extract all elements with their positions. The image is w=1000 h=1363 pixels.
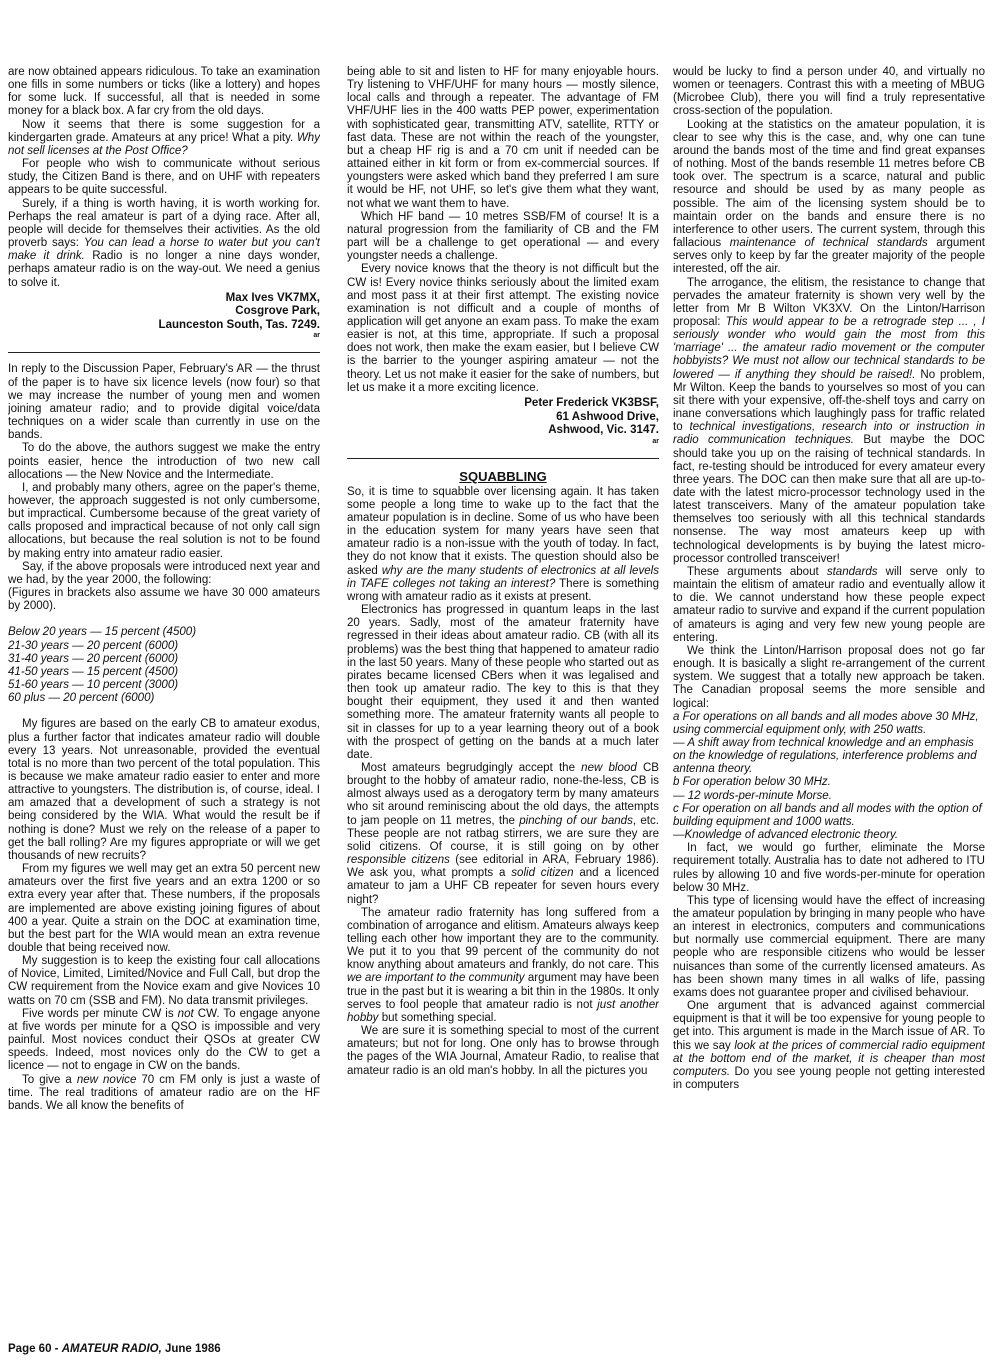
letter-signature: [8, 292, 320, 333]
paragraph: Which HF band — 10 metres SSB/FM of course! It is a natural progression from the familiarity of CB and the FM part will be a challenge to get operational — and every youngster needs a challenge.: [347, 210, 659, 263]
list-item: 51-60 years — 10 percent (3000): [8, 679, 179, 692]
list-item: —Knowledge of advanced electronic theory.: [673, 829, 899, 842]
end-mark: ar: [313, 332, 320, 340]
paragraph: We are sure it is something special to most of the current amateurs; but not for long. One only has to browse through the pages of the WIA Journal, Amateur Radio, to realise that amateur radio is an old man's hobby. In all the pictures you: [347, 1025, 659, 1077]
paragraph: In reply to the Discussion Paper, February's AR — the thrust of the paper is to have six licence levels (now four) so that we may increase the number of young men and women joining amateur radio; and to provide digital voice/data techniques on a wider scale than currently in use on the bands.: [8, 363, 320, 442]
signature-address: Cosgrove Park,: [235, 305, 320, 318]
list-item: — 12 words-per-minute Morse.: [673, 789, 832, 802]
letter-signature: [347, 397, 659, 438]
paragraph: From my figures we well may get an extra 50 percent new amateurs over the first five years and an extra 1200 or so extra every year after that. These numbers, if the proposals are implemented are above existing joining figures of about 400 a year. Quite a strain on the DOC at examination time, but the best part for the WIA would mean an extra revenue double that being received now.: [8, 863, 320, 954]
paragraph: To do the above, the authors suggest we make the entry points easier, hence the introduction of two new call allocations — the New Novice and the Intermediate.: [8, 442, 320, 481]
signature-name: Max Ives VK7MX,: [225, 291, 320, 304]
page-number: Page 60 -: [8, 1343, 62, 1355]
signature-address: 61 Ashwood Drive,: [556, 410, 659, 423]
page-footer: [8, 1343, 408, 1359]
list-item: — A shift away from technical knowledge and an emphasis on the knowledge of regulations, interference problems and antenna theory.: [673, 736, 977, 776]
canadian-proposal-list: [673, 711, 985, 843]
paragraph: are now obtained appears ridiculous. To take an examination one fills in some numbers or ticks (like a lottery) and hopes for some luck. If successful, all that is needed in some money for a black box. A far cry from the old days.: [8, 66, 320, 118]
paragraph: The amateur radio fraternity has long suffered from a combination of arrogance and elitism. Amateurs always keep telling each other how important they are to the community. We put it to you that 99 percent of the community do not know anything about amateurs and frankly, do not care. This we are important to the community argument may have been true in the past but it is wearing a bit thin in the 1980s. It only serves to fool people that amateur radio is not just another hobby but something special.: [347, 906, 659, 1024]
paragraph: Surely, if a thing is worth having, it is worth working for. Perhaps the real amateur is part of a dying race. After all, people will decide for themselves their activities. As the old proverb says: You can lead a horse to water but you can't make it drink. Radio is no longer a nine days wonder, perhaps amateur radio is on the way-out. We need a genius to solve it.: [8, 197, 320, 289]
paragraph: To give a new novice 70 cm FM only is just a waste of time. The real traditions of amateur radio are on the HF bands. We all know the benefits of: [8, 1073, 320, 1112]
list-item: Below 20 years — 15 percent (4500): [8, 626, 197, 639]
list-item: 31-40 years — 20 percent (6000): [8, 652, 179, 665]
signature-name: Peter Frederick VK3BSF,: [524, 396, 659, 409]
paragraph: In fact, we would go further, eliminate the Morse requirement totally. Australia has to date not adhered to ITU rules by allowing 10 and five words-per-minute for operation below 30 MHz.: [673, 842, 985, 894]
list-item: b For operation below 30 MHz.: [673, 776, 831, 789]
paragraph: This type of licensing would have the effect of increasing the amateur population by bringing in many people who have an interest in electronics, computers and communications but normally use commercial equipment. There are many people who are responsible citizens who would be lesser nuisances than some of the currently licensed amateurs. As has been shown many times in all walks of life, passing exams does not guarantee proper and civilised behaviour.: [673, 894, 985, 999]
paragraph: For people who wish to communicate without serious study, the Citizen Band is there, and on UHF with repeaters appears to be quite successful.: [8, 158, 320, 197]
paragraph: My suggestion is to keep the existing four call allocations of Novice, Limited, Limited/Novice and Full Call, but drop the CW requirement from the Novice exam and give Novices 10 watts on 70 cm (SSB and FM). No data transmit privileges.: [8, 955, 320, 1007]
paragraph: Five words per minute CW is not CW. To engage anyone at five words per minute for a QSO is impossible and very painful. Most novices conduct their QSOs at greater CW speeds. Indeed, most novices only do the CW to get a licence — not to engage in CW on the bands.: [8, 1007, 320, 1073]
list-item: 60 plus — 20 percent (6000): [8, 692, 155, 705]
paragraph: Most amateurs begrudgingly accept the new blood CB brought to the hobby of amateur radio, none-the-less, CB is almost always used as a derogatory term by many amateurs who sit around reminiscing about the old days, the attempts to jam people on 11 metres, the pinching of our bands, etc. These people are not ratbag stirrers, we are sure they are solid citizens. Of course, it is still going on by other responsible citizens (see editorial in ARA, February 1986). We ask you, what prompts a solid citizen and a licenced amateur to jam a UHF CB repeater for seven hours every night?: [347, 761, 659, 906]
age-distribution-list: [8, 626, 320, 705]
paragraph: Electronics has progressed in quantum leaps in the last 20 years. Sadly, most of the amateur fraternity have regressed in their ideas about amateur radio. CB (with all its problems) was the best thing that happened to amateur radio in the last 50 years. Many of these people who started out as pirates became licensed CBers when it was legalised and then took up amateur radio. The key to this is that they bought their equipment, they used it and then wanted something more. The amateur fraternity wants all people to sit in classes for up to a year learning theory out of a book with the prospect of getting on the bands at a much later date.: [347, 604, 659, 761]
paragraph: I, and probably many others, agree on the paper's theme, however, the approach suggested is not only cumbersome, but impractical. Cumbersome because of the great variety of calls proposed and impractical because of not only call sign allocations, but because the real solution is not to be found by making entry into amateur radio easier.: [8, 481, 320, 560]
issue-date: June 1986: [161, 1343, 221, 1355]
paragraph: The arrogance, the elitism, the resistance to change that pervades the amateur fraternity is shown very well by the letter from Mr B Wilton VK3XV. On the Linton/Harrison proposal: This would appear to be a retrograde step ... , I seriously wonder who would gain the most from this 'marriage' ... the amateur radio movement or the computer hobbyists? We must not allow our technical standards to be lowered — if anything they should be raised!. No problem, Mr Wilton. Keep the bands to yourselves so most of you can sit there with your expensive, off-the-shelf toys and carry on inane conversations which laughingly pass for traffic related to technical investigations, research into or instruction in radio communication techniques. But maybe the DOC should take you up on the raising of technical standards. In fact, re-testing should be introduced for every amateur every three years. The DOC can then make sure that all are up-to-date with the latest micro-processor technology used in the latest transceivers. Many of the amateur population take themselves too seriously with all this technical standards nonsense. The way most amateurs keep up with technological developments is by buying the latest micro-processor controlled transceiver!: [673, 276, 985, 565]
paragraph: Say, if the above proposals were introduced next year and we had, by the year 2000, the following:: [8, 560, 320, 586]
end-mark: ar: [652, 437, 659, 445]
letter-divider: [8, 352, 320, 353]
list-item: 21-30 years — 20 percent (6000): [8, 639, 179, 652]
paragraph: (Figures in brackets also assume we have 30 000 amateurs by 2000).: [8, 587, 320, 613]
column-3: [673, 66, 985, 1344]
paragraph: These arguments about standards will serve only to maintain the elitism of amateur radio and eventually allow it to die. We cannot understand how these people expect amateur radio to survive and expand if the current population of amateurs is aging and very few new young people are entering.: [673, 565, 985, 644]
signature-city: Launceston South, Tas. 7249.: [158, 318, 320, 331]
paragraph: We think the Linton/Harrison proposal does not go far enough. It is basically a slight re-arrangement of the current system. We suggest that a totally new approach be taken. The Canadian proposal seems the more sensible and logical:: [673, 644, 985, 710]
paragraph: would be lucky to find a person under 40, and virtually no women or teenagers. Contrast this with a meeting of MBUG (Microbee Club), there you will find a truly representative cross-section of the population.: [673, 66, 985, 118]
list-item: 41-50 years — 15 percent (4500): [8, 665, 179, 678]
list-item: c For operation on all bands and all modes with the option of building equipment and 1000 watts.: [673, 802, 982, 828]
paragraph: Every novice knows that the theory is not difficult but the CW is! Every novice thinks seriously about the limited exam and most pass it at their first attempt. The existing novice examination is not difficult and a couple of months of application will get anyone an exam pass. To make the exam easier is not, at this time, appropriate. If such a proposal does not work, then make the exam easier, but I believe CW is the barrier to the younger aspiring amateur — not the theory. Let us not make it easier for the sake of numbers, but let us make it a more exciting licence.: [347, 263, 659, 394]
paragraph: So, it is time to squabble over licensing again. It has taken some people a long time to wake up to the fact that the amateur population is in decline. Some of us who have been in the education system for many years have seen that amateur radio is a non-issue with the youth of today. In fact, they do not know that it exists. The question should also be asked why are the many students of electronics at all levels in TAFE colleges not taking an interest? There is something wrong with amateur radio as it exists at present.: [347, 485, 659, 603]
paragraph: being able to sit and listen to HF for many enjoyable hours. Try listening to VHF/UHF for many hours — mostly silence, local calls and through a repeater. The advantage of FM VHF/UHF lies in the 400 watts PEP power, experimentation with sophisticated gear, transmitting ATV, satellite, RTTY or fast data. These are not within the reach of the youngster, but a cheap HF rig is and a 70 cm unit if needed can be attained either in kit form or from ex-commercial sources. If youngsters were asked which band they preferred I am sure it would be HF, not UHF, so let's give them what they want, not what we want them to have.: [347, 66, 659, 210]
paragraph: Looking at the statistics on the amateur population, it is clear to see why this is the case, and, why one can tune around the bands most of the time and find great expanses of nothing. Most of the bands resemble 11 metres before CB took over. The spectrum is a scarce, natural and public resource and should be used by as many people as possible. The aim of the licensing system should be to maintain order on the bands and ensure there is no interference to other users. The current system, through this fallacious maintenance of technical standards argument serves only to keep by far the greater majority of the people interested, off the air.: [673, 118, 985, 276]
magazine-page: [8, 66, 992, 1344]
paragraph: Now it seems that there is some suggestion for a kindergarten grade. Amateurs at any price! What a pity. Why not sell licenses at the Post Office?: [8, 118, 320, 157]
letter-divider: [347, 458, 659, 459]
paragraph: My figures are based on the early CB to amateur exodus, plus a further factor that indicates amateur radio will double every 13 years. Not unreasonable, provided the eventual total is no more than two percent of the total population. This is because we make amateur radio easier to enter and more attractive to youngsters. The distribution is, of course, ideal. I am amazed that a development of such a strategy is not being considered by the WIA. What would the result be if nothing is done? Must we rely on the release of a paper to get the ball rolling? Are my figures appropriate or will we get thousands of new recruits?: [8, 718, 320, 862]
column-2: [347, 66, 659, 1344]
list-item: a For operations on all bands and all modes above 30 MHz, using commercial equipment only, with 250 watts.: [673, 710, 979, 736]
paragraph: One argument that is advanced against commercial equipment is that it will be too expensive for young people to get into. This argument is made in the March issue of AR. To this we say look at the prices of commercial radio equipment at the bottom end of the market, it is cheaper than most computers. Do you see young people not getting interested in computers: [673, 1000, 985, 1092]
signature-city: Ashwood, Vic. 3147.: [548, 424, 659, 437]
column-1: [8, 66, 320, 1344]
magazine-title: AMATEUR RADIO,: [61, 1343, 162, 1355]
section-heading: SQUABBLING: [459, 468, 547, 484]
